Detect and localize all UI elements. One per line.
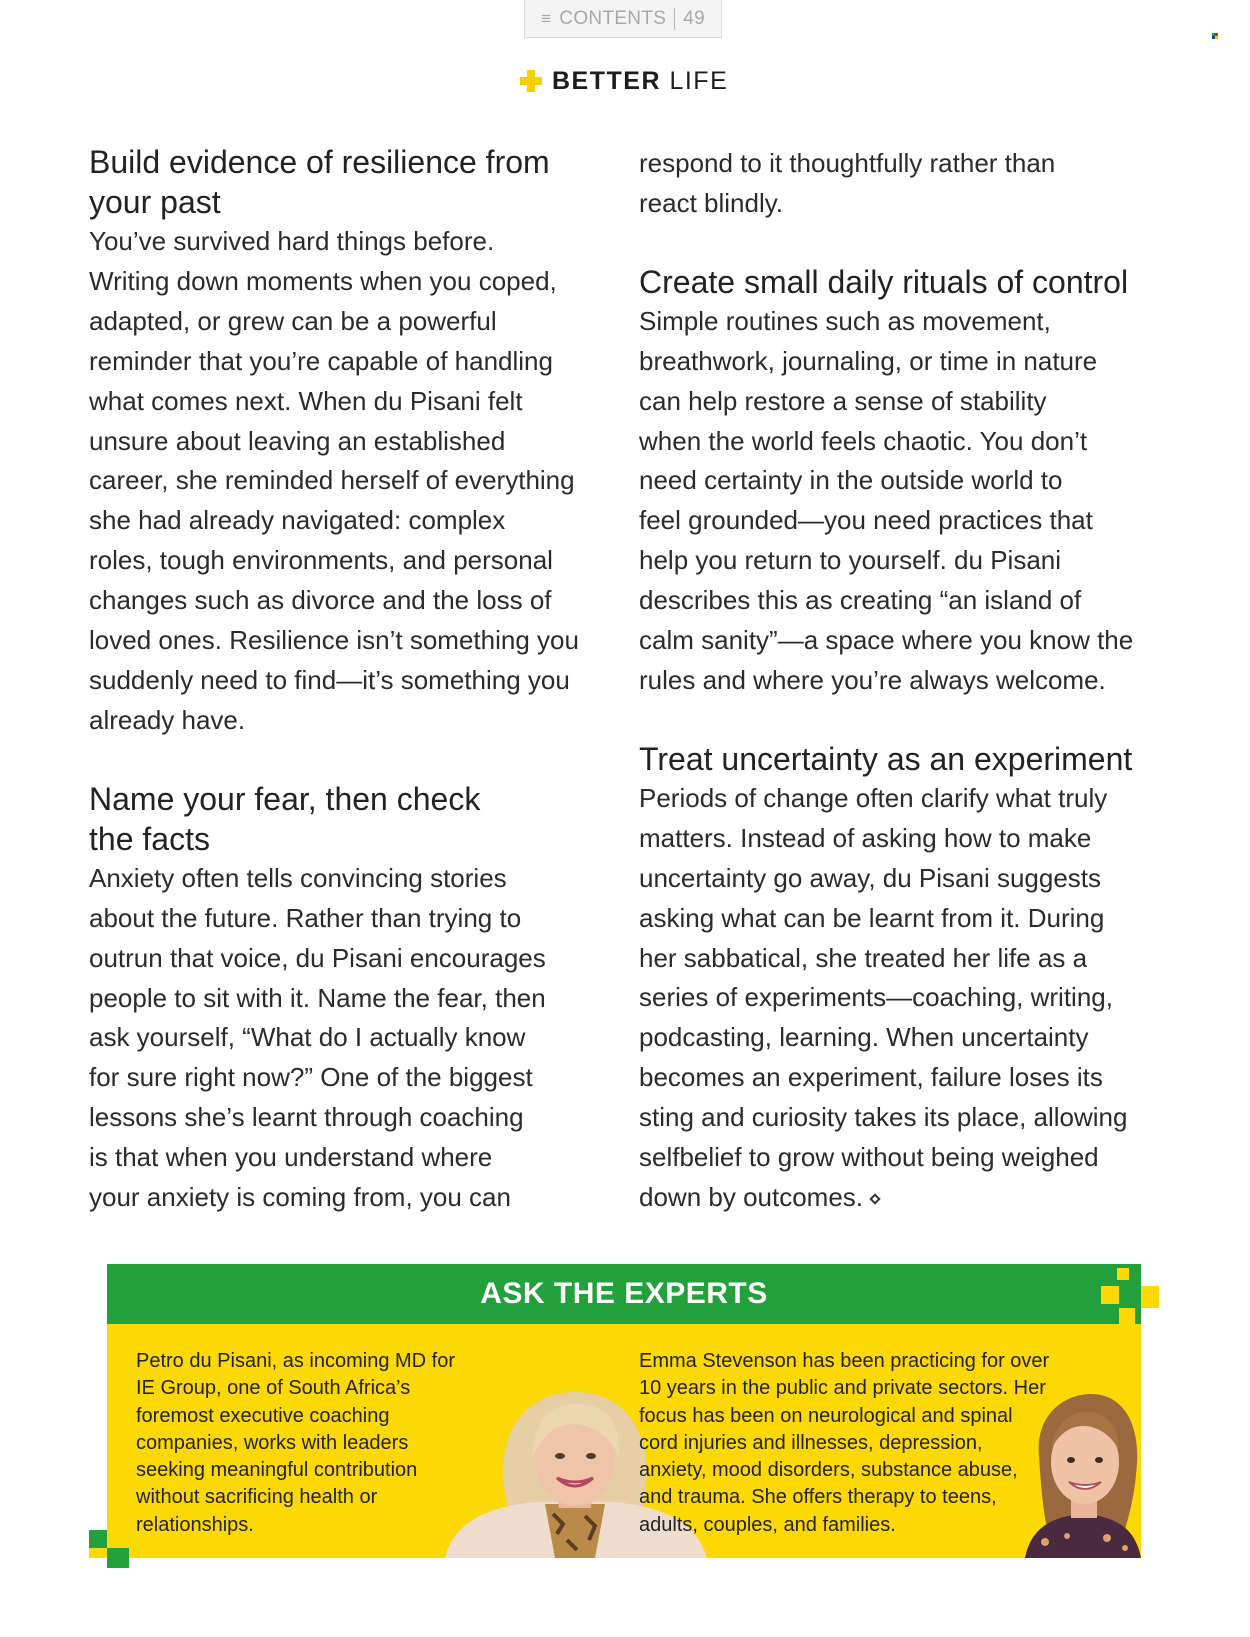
- text-line: rules and where you’re always welcome.: [639, 664, 1106, 695]
- text-line: selfbelief to grow without being weighed: [639, 1142, 1099, 1173]
- heading-line: the facts: [89, 820, 210, 857]
- text-line: her sabbatical, she treated her life as a: [639, 942, 1088, 973]
- tab-divider: [674, 8, 675, 30]
- text-line: adapted, or grew can be a powerful: [89, 305, 497, 336]
- text-line: reminder that you’re capable of handling: [89, 345, 553, 376]
- section-title-light: LIFE: [669, 66, 729, 95]
- text-line: You’ve survived hard things before.: [89, 226, 495, 256]
- bio-line: Emma Stevenson has been practicing for over: [639, 1350, 1050, 1372]
- text-line: Anxiety often tells convincing stories: [89, 862, 507, 893]
- text-line: Simple routines such as movement,: [639, 305, 1051, 336]
- heading-daily-rituals: [639, 262, 1179, 302]
- text-line: matters. Instead of asking how to make: [639, 822, 1092, 853]
- text-line: suddenly need to find—it’s something you: [89, 664, 570, 695]
- text-line: help you return to yourself. du Pisani: [639, 545, 1062, 576]
- text-line: becomes an experiment, failure loses its: [639, 1062, 1103, 1093]
- text-line: respond to it thoughtfully rather than: [639, 148, 1056, 178]
- bio-line: focus has been on neurological and spinal: [639, 1404, 1013, 1427]
- text-line: uncertainty go away, du Pisani suggests: [639, 862, 1102, 893]
- bio-line: cord injuries and illnesses, depression,: [639, 1431, 983, 1454]
- text-line: describes this as creating “an island of: [639, 585, 1082, 616]
- bio-line: anxiety, mood disorders, substance abuse,: [639, 1459, 1018, 1482]
- deco-square: [107, 1548, 129, 1568]
- text-line: [639, 1178, 1179, 1218]
- paragraph-uncertainty-experiment: [639, 779, 1179, 1218]
- left-column: [89, 142, 609, 1218]
- text-line: roles, tough environments, and personal: [89, 545, 553, 576]
- paragraph-daily-rituals: [639, 302, 1179, 701]
- text-line: what comes next. When du Pisani felt: [89, 385, 523, 416]
- diamond-end-icon: [869, 1193, 881, 1205]
- text-line: lessons she’s learnt through coaching: [89, 1102, 524, 1133]
- bio-line: seeking meaningful contribution: [136, 1459, 418, 1482]
- contents-label: CONTENTS: [559, 7, 667, 29]
- hamburger-menu-icon: ≡: [541, 8, 552, 28]
- text-line: about the future. Rather than trying to: [89, 902, 522, 933]
- contents-button[interactable]: [524, 0, 722, 38]
- text-line: need certainty in the outside world to: [639, 465, 1063, 496]
- paragraph-continuation: [639, 142, 1179, 224]
- corner-color-mark: [1212, 33, 1220, 39]
- text-line: loved ones. Resilience isn’t something you: [89, 625, 579, 656]
- bio-line: and trauma. She offers therapy to teens,: [639, 1486, 997, 1509]
- text-line: feel grounded—you need practices that: [639, 505, 1093, 536]
- experts-title: ASK THE EXPERTS: [480, 1277, 768, 1310]
- deco-square: [1101, 1286, 1119, 1304]
- bio-line: relationships.: [136, 1513, 254, 1536]
- page-number: 49: [683, 7, 705, 29]
- bio-line: Petro du Pisani, as incoming MD for: [136, 1350, 456, 1372]
- paragraph-resilience: [89, 222, 609, 741]
- deco-square: [1117, 1268, 1129, 1280]
- deco-square: [1119, 1286, 1141, 1308]
- heading-line: your past: [89, 184, 221, 220]
- heading-name-your-fear: [89, 779, 609, 859]
- text-line: when the world feels chaotic. You don’t: [639, 425, 1088, 456]
- text-line: she had already navigated: complex: [89, 505, 506, 536]
- text-line: can help restore a sense of stability: [639, 385, 1047, 416]
- text-line: series of experiments—coaching, writing,: [639, 982, 1113, 1013]
- text-line: ask yourself, “What do I actually know: [89, 1022, 526, 1053]
- text-line: changes such as divorce and the loss of: [89, 585, 552, 616]
- heading-line: Treat uncertainty as an experiment: [639, 740, 1133, 777]
- bio-line: IE Group, one of South Africa’s: [136, 1377, 411, 1400]
- text-line-last: down by outcomes.: [639, 1181, 864, 1212]
- deco-square: [89, 1548, 107, 1558]
- deco-square: [1141, 1286, 1159, 1308]
- emma-portrait-icon: [1025, 1386, 1141, 1558]
- text-line: Writing down moments when you coped,: [89, 265, 557, 296]
- text-line: breathwork, journaling, or time in nature: [639, 345, 1098, 376]
- text-line: is that when you understand where: [89, 1142, 493, 1173]
- deco-square: [1119, 1308, 1135, 1324]
- text-line: sting and curiosity takes its place, allowing: [639, 1102, 1128, 1133]
- experts-title-bar: [107, 1264, 1141, 1324]
- ask-the-experts-box: [107, 1264, 1141, 1558]
- emma-bio: [639, 1348, 1069, 1539]
- section-header: [520, 64, 728, 98]
- text-line: outrun that voice, du Pisani encourages: [89, 942, 546, 973]
- text-line: calm sanity”—a space where you know the: [639, 625, 1134, 656]
- bio-line: adults, couples, and families.: [639, 1513, 896, 1536]
- text-line: podcasting, learning. When uncertainty: [639, 1022, 1089, 1053]
- bio-line: foremost executive coaching: [136, 1404, 390, 1427]
- deco-square: [89, 1530, 107, 1548]
- right-column: [639, 142, 1179, 1218]
- heading-resilience: [89, 142, 609, 222]
- text-line: asking what can be learnt from it. During: [639, 902, 1105, 933]
- text-line: your anxiety is coming from, you can: [89, 1182, 511, 1213]
- text-line: people to sit with it. Name the fear, then: [89, 982, 546, 1013]
- text-line: Periods of change often clarify what truly: [639, 782, 1108, 813]
- text-line: for sure right now?” One of the biggest: [89, 1062, 533, 1093]
- text-line: career, she reminded herself of everything: [89, 465, 575, 496]
- heading-uncertainty-experiment: [639, 739, 1179, 779]
- text-line: react blindly.: [639, 187, 784, 218]
- petro-bio: [136, 1348, 476, 1539]
- bio-line: 10 years in the public and private sectors. Her: [639, 1377, 1046, 1400]
- paragraph-name-your-fear: [89, 859, 609, 1218]
- text-line: already have.: [89, 704, 246, 735]
- plus-icon: [520, 70, 542, 92]
- section-title-bold: BETTER: [552, 66, 661, 95]
- heading-line: Build evidence of resilience from: [89, 144, 550, 180]
- bio-line: without sacrificing health or: [136, 1486, 378, 1509]
- heading-line: Name your fear, then check: [89, 780, 481, 817]
- heading-line: Create small daily rituals of control: [639, 263, 1129, 300]
- bio-line: companies, works with leaders: [136, 1431, 409, 1454]
- text-line: unsure about leaving an established: [89, 425, 506, 456]
